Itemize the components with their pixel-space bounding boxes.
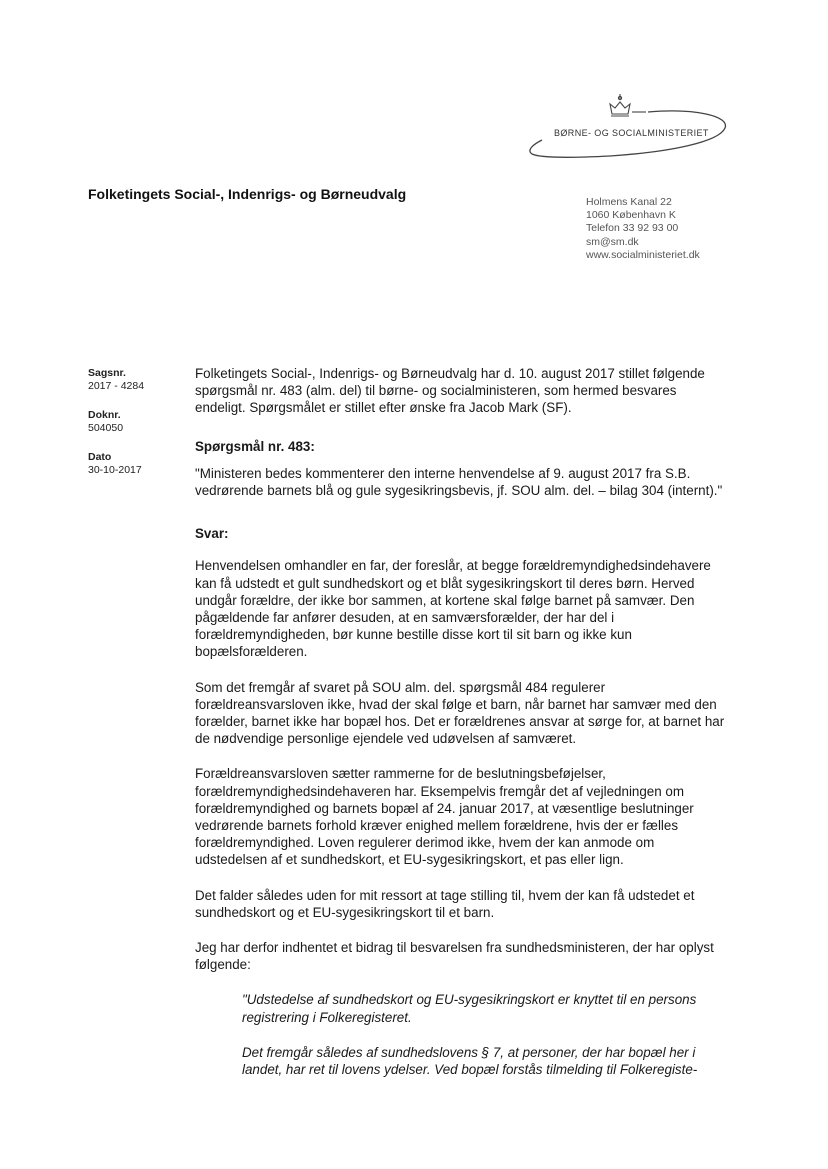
answer-paragraph: Forældreansvarsloven sætter rammerne for de beslutningsbeføjelser, forældremyndighedsindehaveren har. Eksempelvis fremgår det af vejledningen om forældremyndighed og barnets bopæl af 24. januar 2017, at væsentlige beslutninger vedrørende barnets forhold kræver enighed mellem forældrene, hvis der er fælles forældremyndighed. Loven regulerer derimod ikke, hvem der kan anmode om udstedelsen af et sundhedskort, et EU-sygesikringskort, et pas eller lign. xyxy=(195,766,694,868)
letter-body xyxy=(195,365,725,1096)
recipient-title: Folketingets Social-, Indenrigs- og Børneudvalg xyxy=(88,186,407,202)
quoted-paragraph: "Udstedelse af sundhedskort og EU-sygesikringskort er knyttet til en persons registrering i Folkeregisteret. xyxy=(242,992,697,1025)
doc-number-value: 504050 xyxy=(88,422,124,434)
sender-address xyxy=(586,196,700,262)
address-email[interactable]: sm@sm.dk xyxy=(586,235,639,248)
case-number-value: 2017 - 4284 xyxy=(88,380,145,392)
answer-paragraph: Det falder således uden for mit ressort at tage stilling til, hvem der kan få udstedet et sundhedskort og et EU-sygesikringskort til et barn. xyxy=(195,887,695,920)
answer-paragraph: Jeg har derfor indhentet et bidrag til besvarelsen fra sundhedsministeren, der har oplyst følgende: xyxy=(195,940,714,973)
address-city: 1060 København K xyxy=(586,209,676,222)
quoted-paragraph: Det fremgår således af sundhedslovens § 7, at personer, der har bopæl her i landet, har ret til lovens ydelser. Ved bopæl forstås tilmelding til Folkeregiste- xyxy=(242,1044,698,1078)
intro-paragraph: Folketingets Social-, Indenrigs- og Børneudvalg har d. 10. august 2017 stillet følgende spørgsmål nr. 483 (alm. del) til børne- og socialministeren, som hermed besvares endeligt. Spørgsmålet er stillet efter ønske fra Jacob Mark (SF). xyxy=(195,366,705,416)
answer-paragraph: Som det fremgår af svaret på SOU alm. del. spørgsmål 484 regulerer forældreansvarsloven ikke, hvad der skal følge et barn, når barnet har samvær med den forælder, barnet ikke har bopæl hos. Det er forældrenes ansvar at sørge for, at barnet har de nødvendige personlige ejendele ved udøvelsen af samværet. xyxy=(195,679,725,747)
address-phone: Telefon 33 92 93 00 xyxy=(586,222,679,235)
ministry-logo xyxy=(520,92,730,172)
ministry-name: BØRNE- OG SOCIALMINISTERIET xyxy=(554,128,709,138)
address-web[interactable]: www.socialministeriet.dk xyxy=(586,248,700,261)
answer-paragraph: Henvendelsen omhandler en far, der foreslår, at begge forældremyndighedsindehavere kan få udstedt et gult sundhedskort og et blåt sygesikringskort til deres børn. Herved undgår forældre, der ikke bor sammen, at kortene skal følge barnet på samvær. Den pågældende far anfører desuden, at en samværsforælder, der har del i forældremyndigheden, bør kunne bestille disse kort til sit barn og ikke kun bopælsforælderen. xyxy=(195,558,711,660)
date-label: Dato xyxy=(88,451,112,463)
answer-heading: Svar: xyxy=(195,526,229,542)
date-value: 30-10-2017 xyxy=(88,464,142,476)
doc-number-label: Doknr. xyxy=(88,409,121,421)
case-number-label: Sagsnr. xyxy=(88,367,126,379)
question-heading: Spørgsmål nr. 483: xyxy=(195,438,315,454)
question-text: "Ministeren bedes kommenterer den interne henvendelse af 9. august 2017 fra S.B. vedrørende barnets blå og gule sygesikringsbevis, jf. SOU alm. del. – bilag 304 (internt)." xyxy=(195,465,723,499)
document-meta xyxy=(88,367,168,493)
address-street: Holmens Kanal 22 xyxy=(586,196,672,208)
